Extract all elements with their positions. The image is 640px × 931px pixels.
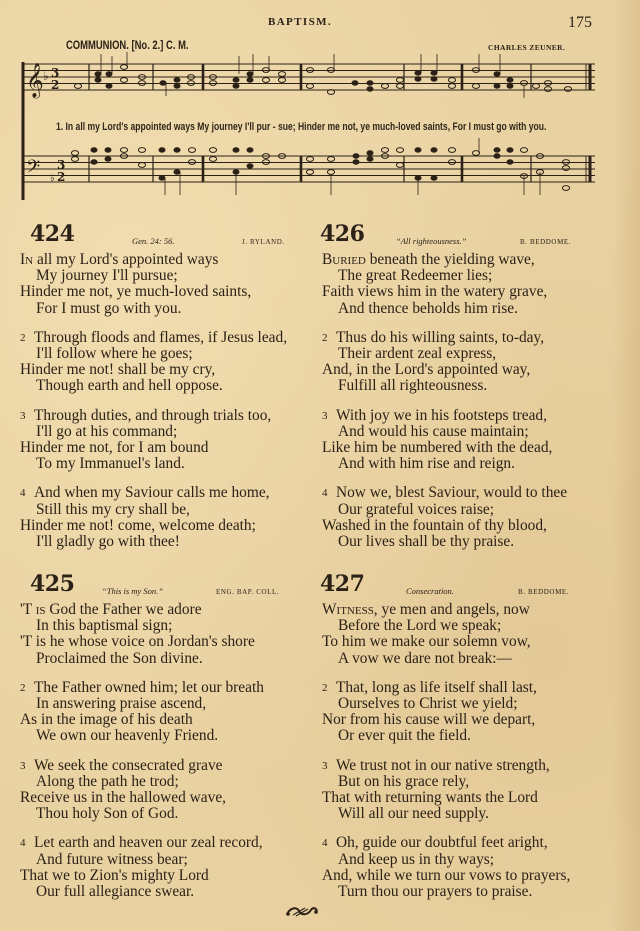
verse-number: 4 — [20, 837, 26, 850]
verse-line: For I must go with you. — [36, 299, 182, 317]
hymn-author: ENG. BAP. COLL. — [216, 588, 280, 596]
verse-line: Ourselves to Christ we yield; — [338, 695, 518, 713]
verse-line: all my Lord's appointed ways — [36, 251, 219, 268]
verse-line: Hinder me not, ye much-loved saints, — [20, 283, 252, 301]
verse-line: Along the path he trod; — [36, 772, 179, 790]
hymn-number: 424 — [30, 221, 75, 247]
verse-line: My journey I'll pursue; — [36, 267, 178, 285]
verse-line: Receive us in the hallowed wave, — [20, 789, 226, 807]
hymn-reference: “This is my Son.” — [102, 586, 163, 596]
verse-line: But on his grace rely, — [338, 772, 470, 790]
stanza-1 — [322, 252, 612, 317]
stanza-4 — [322, 485, 612, 550]
verse-line: And thence beholds him rise. — [338, 299, 518, 317]
verse-line: And future witness bear; — [36, 850, 188, 868]
verse-line: Will all our need supply. — [338, 805, 489, 823]
verse-line: Still this my cry shall be, — [36, 500, 190, 518]
small-caps-opening: 'T is — [20, 601, 46, 618]
verse-line: We seek the consecrated grave — [34, 756, 223, 774]
verse-number: 2 — [322, 331, 328, 344]
stanza-4 — [322, 835, 612, 900]
svg-text:𝄢: 𝄢 — [26, 157, 41, 182]
verse-number: 3 — [20, 409, 26, 422]
verse-line: The great Redeemer lies; — [338, 267, 493, 285]
verse-line: And keep us in thy ways; — [338, 850, 495, 868]
verse-line: Thou holy Son of God. — [36, 805, 179, 823]
hymn-number: 427 — [320, 571, 365, 597]
verse-number: 2 — [20, 331, 26, 344]
verse-line: Through floods and flames, if Jesus lead, — [34, 328, 288, 346]
verse-line: Hinder me not, for I am bound — [20, 439, 209, 457]
verse-line: Proclaimed the Son divine. — [36, 649, 203, 667]
hymn-reference: Consecration. — [406, 586, 454, 596]
stanza-4 — [20, 835, 310, 900]
stanza-3 — [20, 408, 310, 473]
stanza-1 — [20, 252, 310, 317]
verse-line: That, long as life itself shall last, — [336, 678, 537, 696]
verse-line: 'T is he whose voice on Jordan's shore — [20, 633, 255, 651]
verse-line: And with him rise and reign. — [338, 455, 515, 473]
verse-line: Our lives shall be thy praise. — [338, 533, 515, 551]
page-number: 175 — [568, 14, 592, 31]
hymn-author: B. BEDDOME. — [518, 588, 570, 596]
small-caps-opening: Witness, — [322, 601, 378, 618]
verse-line: I'll go at his command; — [36, 422, 178, 440]
stanza-1 — [20, 602, 310, 667]
verse-line: Like him be numbered with the dead, — [322, 439, 553, 457]
stanza-4 — [20, 485, 310, 550]
hymn-424 — [20, 221, 310, 563]
verse-line: The Father owned him; let our breath — [34, 678, 264, 696]
verse-line: I'll gladly go with thee! — [36, 533, 180, 551]
verse-line: I'll follow where he goes; — [36, 345, 193, 363]
verse-number: 4 — [322, 487, 328, 500]
tune-title: COMMUNION. [No. 2.] C. M. — [66, 40, 189, 52]
stanza-1 — [322, 602, 612, 667]
svg-text:𝄞: 𝄞 — [26, 63, 44, 98]
hymn-author: B. BEDDOME. — [520, 238, 572, 246]
verse-number: 4 — [20, 487, 26, 500]
verse-line: That we to Zion's mighty Lord — [20, 866, 209, 884]
verse-number: 3 — [322, 409, 328, 422]
verse-line: A vow we dare not break:— — [338, 649, 512, 667]
verse-line: Before the Lord we speak; — [338, 617, 502, 635]
hymn-number: 426 — [320, 221, 365, 247]
verse-line: beneath the yielding wave, — [369, 251, 535, 268]
verse-line: That with returning wants the Lord — [322, 789, 538, 807]
verse-line: Faith views him in the watery grave, — [322, 283, 548, 301]
hymn-426 — [320, 221, 612, 563]
verse-line: We own our heavenly Friend. — [36, 727, 219, 745]
hymn-425 — [20, 571, 310, 913]
verse-number: 3 — [20, 759, 26, 772]
verse-line: In this baptismal sign; — [36, 617, 173, 635]
running-head: BAPTISM. — [267, 16, 333, 28]
verse-line: Now we, blest Saviour, would to thee — [336, 484, 568, 502]
hymn-number: 425 — [30, 571, 75, 597]
svg-text:♭: ♭ — [50, 173, 55, 184]
page-edge-shadow — [612, 0, 640, 931]
verse-line: And would his cause maintain; — [338, 422, 529, 440]
verse-line: Let earth and heaven our zeal record, — [34, 834, 263, 852]
verse-line: With joy we in his footsteps tread, — [336, 406, 547, 424]
svg-text:3: 3 — [51, 66, 60, 80]
stanza-3 — [322, 408, 612, 473]
verse-line: To him we make our solemn vow, — [322, 633, 531, 651]
hymn-author: J. RYLAND. — [242, 238, 285, 246]
verse-line: Turn thou our prayers to praise. — [338, 883, 533, 901]
small-caps-opening: In — [20, 251, 34, 268]
ornament-flourish-icon — [285, 905, 319, 919]
stanza-3 — [322, 758, 612, 823]
verse-line: And, while we turn our vows to prayers, — [322, 866, 571, 884]
svg-text:3: 3 — [57, 158, 66, 172]
hymn-reference: Gen. 24: 56. — [132, 236, 175, 246]
verse-line: Though earth and hell oppose. — [36, 377, 223, 395]
hymn-427 — [320, 571, 612, 913]
verse-line: Our grateful voices raise; — [338, 500, 494, 518]
verse-line: Through duties, and through trials too, — [34, 406, 272, 424]
verse-line: Washed in the fountain of thy blood, — [322, 516, 547, 534]
verse-line: God the Father we adore — [49, 601, 202, 618]
verse-line: Thus do his willing saints, to-day, — [336, 328, 545, 346]
verse-number: 2 — [322, 681, 328, 694]
verse-line: And, in the Lord's appointed way, — [322, 361, 531, 379]
verse-line: Nor from his cause will we depart, — [322, 711, 536, 729]
composer: CHARLES ZEUNER. — [488, 43, 566, 52]
verse-line: ye men and angels, now — [381, 601, 530, 618]
stanza-3 — [20, 758, 310, 823]
verse-line: Hinder me not! come, welcome death; — [20, 516, 256, 534]
verse-number: 3 — [322, 759, 328, 772]
svg-text:♭: ♭ — [43, 69, 49, 83]
stanza-2 — [322, 330, 612, 395]
music-lyric-line: 1. In all my Lord's appointed ways My journey I'll pur - sue; Hinder me not, ye much-loved saints, For I must go with you. — [56, 121, 547, 133]
verse-line: To my Immanuel's land. — [36, 455, 185, 473]
verse-line: As in the image of his death — [20, 711, 193, 729]
stanza-2 — [20, 680, 310, 745]
verse-line: Hinder me not! shall be my cry, — [20, 361, 216, 379]
svg-text:2: 2 — [51, 78, 60, 92]
stanza-2 — [20, 330, 310, 395]
verse-line: In answering praise ascend, — [36, 695, 207, 713]
verse-line: Or ever quit the field. — [338, 727, 471, 745]
verse-line: Oh, guide our doubtful feet aright, — [336, 834, 548, 852]
verse-number: 4 — [322, 837, 328, 850]
verse-number: 2 — [20, 681, 26, 694]
verse-line: And when my Saviour calls me home, — [34, 484, 270, 502]
stanza-2 — [322, 680, 612, 745]
hymn-reference: “All righteousness.” — [396, 236, 467, 246]
verse-line: We trust not in our native strength, — [336, 756, 550, 774]
verse-line: Their ardent zeal express, — [338, 345, 497, 363]
svg-text:2: 2 — [57, 170, 66, 184]
small-caps-opening: Buried — [322, 251, 366, 268]
verse-line: Our full allegiance swear. — [36, 883, 195, 901]
verse-line: Fulfill all righteousness. — [338, 377, 488, 395]
